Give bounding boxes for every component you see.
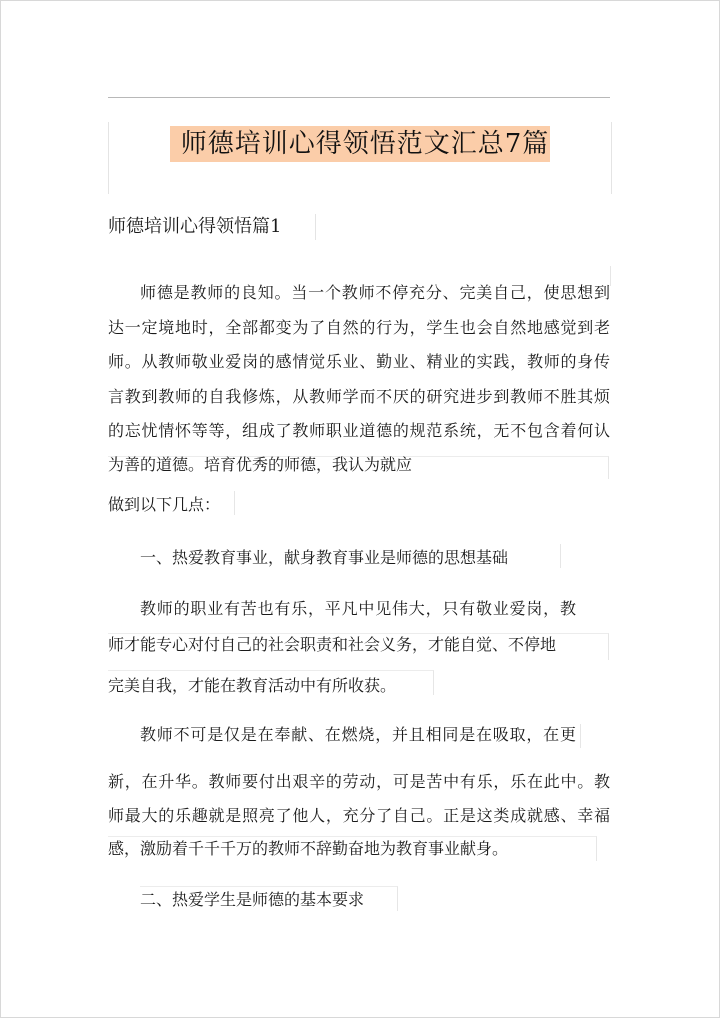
paragraph-line: 完美自我，才能在教育活动中有所收获。 [108,676,397,695]
paragraph-line: 做到以下几点： [108,495,221,514]
document-title: 师德培训心得领悟范文汇总7篇 [180,129,550,159]
paragraph-line: 师德是教师的良知。当一个教师不停充分、完美自己，使思想到 [140,283,610,302]
paragraph-line: 感，激励着千千千万的教师不辞勤奋地为教育事业献身。 [108,839,509,858]
paragraph-line: 教师不可是仅是在奉献、在燃烧，并且相同是在吸取，在更 [140,725,576,744]
paragraph-line: 达一定境地时，全部都变为了自然的行为，学生也会自然地感觉到老 [108,318,610,337]
section-heading: 师德培训心得领悟篇1 [108,214,316,240]
section-heading-1: 一、热爱教育事业，献身教育事业是师德的思想基础 [140,548,509,567]
paragraph-line: 师最大的乐趣就是照亮了他人，充分了自己。正是这类成就感、幸福 [108,806,610,825]
header-rule [108,97,610,98]
paragraph-line: 新，在升华。教师要付出艰辛的劳动，可是苦中有乐，乐在此中。教 [108,772,610,791]
paragraph-line: 为善的道德。培育优秀的师德，我认为就应 [108,455,413,474]
paragraph-line: 言教到教师的自我修炼，从教师学而不厌的研究进步到教师不胜其烦 [108,387,610,406]
paragraph-line: 师。从教师敬业爱岗的感情觉乐业、勤业、精业的实践，教师的身传 [108,352,610,371]
paragraph-line: 教师的职业有苦也有乐，平凡中见伟大，只有敬业爱岗，教 [140,599,576,618]
paragraph-line: 师才能专心对付自己的社会职责和社会义务，才能自觉、不停地 [108,635,557,654]
paragraph-line: 的忘忧情怀等等，组成了教师职业道德的规范系统，无不包含着何认 [108,421,610,440]
section-heading-2: 二、热爱学生是师德的基本要求 [140,890,365,909]
